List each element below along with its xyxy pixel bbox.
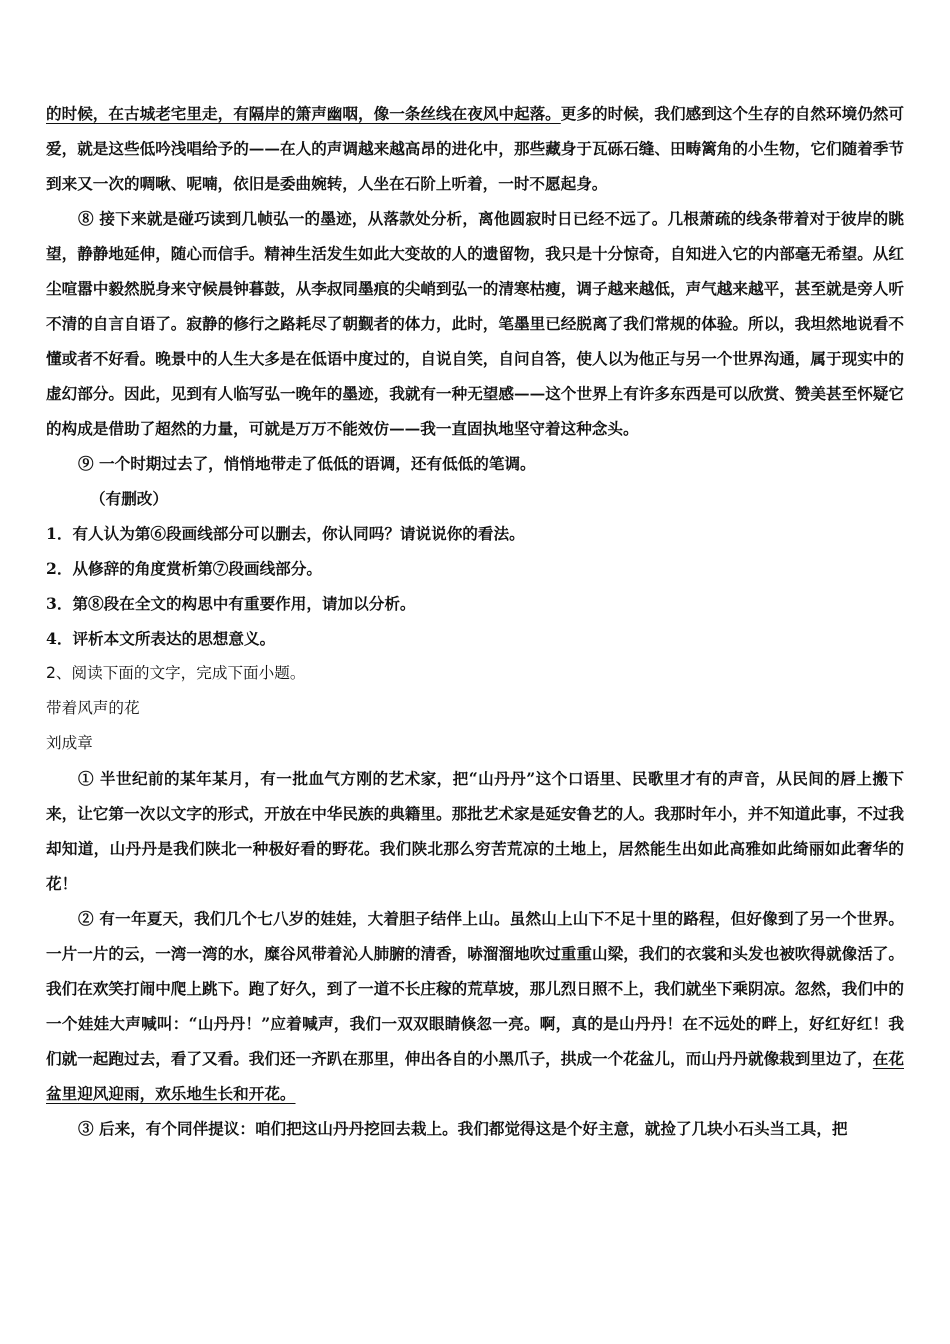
continuation-text: 更多的时候，我们感到这个生存的自然环境仍然可爱，就是这些低吟浅唱给予的——在人的声调越来越高昂的进化中，那些藏身于瓦砾石缝、田畴篱角的小生物，它们随着季节到来又一次的啁啾、呢喃，依旧是委曲婉转，人坐在石阶上听着，一时不愿起身。 <box>46 104 904 193</box>
question-2: 2．从修辞的角度赏析第⑦段画线部分。 <box>46 559 322 578</box>
question-4: 4．评析本文所表达的思想意义。 <box>46 629 276 648</box>
section-2-intro: 2、阅读下面的文字，完成下面小题。 <box>46 664 306 682</box>
question-3: 3．第⑧段在全文的构思中有重要作用，请加以分析。 <box>46 594 416 613</box>
underlined-sentence: 在花盆里迎风迎雨，欢乐地生长和开花。 <box>46 1049 904 1103</box>
question-1: 1．有人认为第⑥段画线部分可以删去，你认同吗？请说说你的看法。 <box>46 524 525 543</box>
paragraph-9: ⑨ 一个时期过去了，悄悄地带走了低低的语调，还有低低的笔调。 <box>78 454 536 473</box>
paragraph-continuation <box>46 96 904 201</box>
edit-note: （有删改） <box>90 489 168 508</box>
article-paragraph-1: ① 半世纪前的某年某月，有一批血气方刚的艺术家，把“山丹丹”这个口语里、民歌里才有的声音，从民间的唇上搬下来，让它第一次以文字的形式，开放在中华民族的典籍里。那批艺术家是延安鲁艺的人。我那时年小，并不知道此事，不过我却知道，山丹丹是我们陕北一种极好看的野花。我们陕北那么穷苦荒凉的土地上，居然能生出如此高雅如此绮丽如此奢华的花！ <box>46 769 904 893</box>
paragraph-2-text: ② 有一年夏天，我们几个七八岁的娃娃，大着胆子结伴上山。虽然山上山下不足十里的路程，但好像到了另一个世界。一片一片的云，一湾一湾的水，糜谷风带着沁人肺腑的清香，哧溜溜地吹过重重山梁，我们的衣裳和头发也被吹得就像活了。我们在欢笑打闹中爬上跳下。跑了好久，到了一道不长庄稼的荒草坡，那儿烈日照不上，我们就坐下乘阴凉。忽然，我们中的一个娃娃大声喊叫：“山丹丹！”应着喊声，我们一双双眼睛倏忽一亮。啊，真的是山丹丹！在不远处的畔上，好红好红！我们就一起跑过去，看了又看。我们还一齐趴在那里，伸出各自的小黑爪子，拱成一个花盆儿，而山丹丹就像栽到里边了， <box>46 909 904 1068</box>
article-author: 刘成章 <box>46 734 93 752</box>
document-page <box>46 96 904 1146</box>
article-paragraph-3: ③ 后来，有个同伴提议：咱们把这山丹丹挖回去栽上。我们都觉得这是个好主意，就捡了几块小石头当工具，把 <box>78 1119 848 1138</box>
underlined-sentence: 的时候，在古城老宅里走，有隔岸的箫声幽咽，像一条丝线在夜风中起落。 <box>46 104 561 123</box>
article-paragraph-2 <box>46 901 904 1111</box>
paragraph-8: ⑧ 接下来就是碰巧读到几帧弘一的墨迹，从落款处分析，离他圆寂时日已经不远了。几根萧疏的线条带着对于彼岸的眺望，静静地延伸，随心而信手。精神生活发生如此大变故的人的遗留物，我只是十分惊奇，自知进入它的内部毫无希望。从红尘喧嚣中毅然脱身来守候晨钟暮鼓，从李叔同墨痕的尖峭到弘一的清寒枯瘦，调子越来越低，声气越来越平，甚至就是旁人听不清的自言自语了。寂静的修行之路耗尽了朝觐者的体力，此时，笔墨里已经脱离了我们常规的体验。所以，我坦然地说看不懂或者不好看。晚景中的人生大多是在低语中度过的，自说自笑，自问自答，使人以为他正与另一个世界沟通，属于现实中的虚幻部分。因此，见到有人临写弘一晚年的墨迹，我就有一种无望感——这个世界上有许多东西是可以欣赏、赞美甚至怀疑它的构成是借助了超然的力量，可就是万万不能效仿——我一直固执地坚守着这种念头。 <box>46 209 904 438</box>
article-title: 带着风声的花 <box>46 699 140 717</box>
